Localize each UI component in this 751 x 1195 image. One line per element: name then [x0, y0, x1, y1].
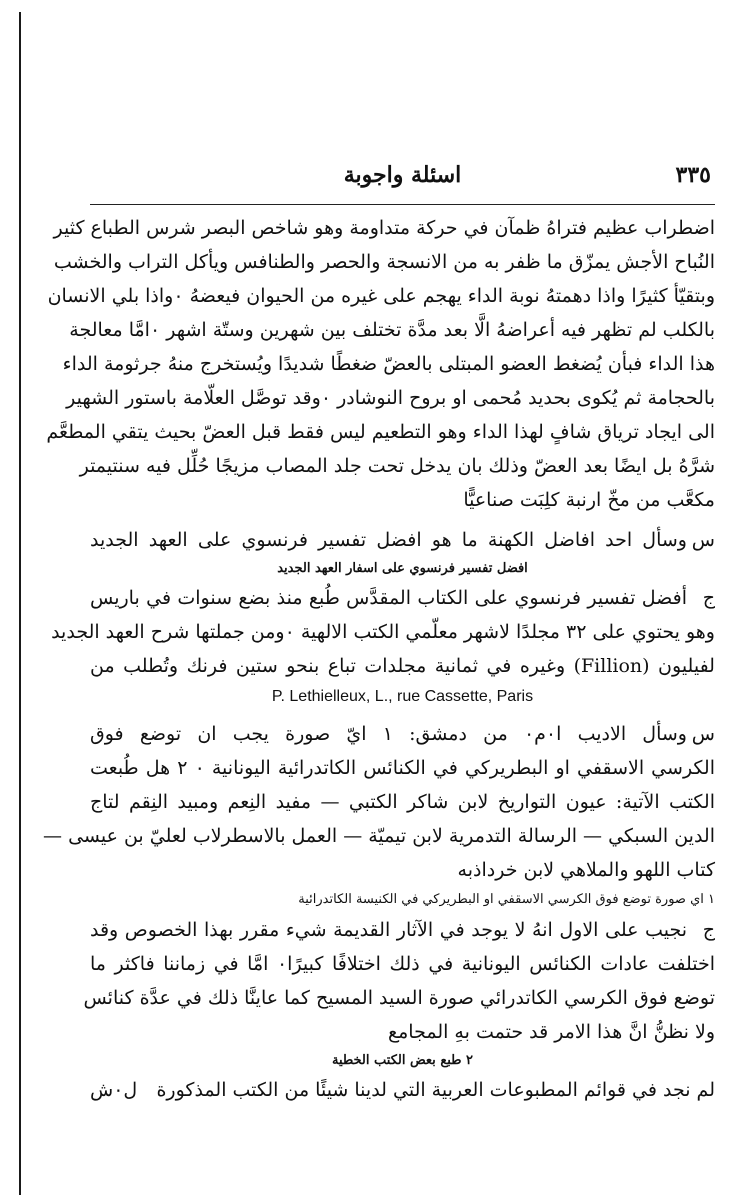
- answer-2: [90, 581, 715, 615]
- text-line: كتاب اللهو والملاهي لابن خرداذبه: [457, 859, 715, 881]
- answer-text: نجيب على الاول انهُ لا يوجد في الآثار القديمة شيء مقرر بهذا الخصوص وقد: [90, 919, 687, 941]
- question-marker: س: [691, 723, 715, 745]
- text-line: النُباح الأجش يمزّق ما ظفر به من الانسجة والحصر والطنافس ويأكل التراب والخشب: [53, 251, 715, 273]
- page: [43, 150, 715, 1107]
- page-title: اسئلة واجوبة: [343, 162, 462, 188]
- text-line: الى ايجاد ترياق شافٍ لهذا الداء وهو التطعيم ليس فقط قبل العضّ بحيث يتقي المطعَّم: [46, 421, 715, 443]
- question-text: وسأل الاديب ا٠م٠ من دمشق: ١ ايّ صورة يجب ان توضع فوق: [90, 723, 687, 745]
- text-line: بالكلب لم تظهر فيه أعراضهُ الَّا بعد مدَّة تختلف بين شهرين وستّة اشهر ٠امَّا معالجة: [69, 319, 715, 341]
- author-signature: ل٠ش: [90, 1079, 138, 1101]
- section-subheading: ٢ طبع بعض الكتب الخطية: [331, 1053, 474, 1068]
- answer-1-paragraph: [46, 211, 715, 517]
- answer-text: أفضل تفسير فرنسوي على الكتاب المقدَّس طُبع منذ بضع سنوات في باريس: [90, 587, 687, 609]
- text-line: اضطراب عظيم فتراهُ ظمآن في حركة متداومة وهو شاخص البصر شرس الطباع كثير: [53, 217, 715, 239]
- text-line: شرَّهُ بل ايضًا بعد العضّ وذلك بان يدخل تحت جلد المصاب مزيجًا حُلِّل فيه سنتيمتر: [79, 455, 715, 477]
- text-line: ولا نظنُّ انَّ هذا الامر قد حتمت بهِ المجامع: [388, 1021, 715, 1043]
- page-header: [90, 150, 715, 205]
- page-body: [43, 205, 715, 1107]
- text-line: توضع فوق الكرسي الكاتدرائي صورة السيد المسيح كما عاينَّا ذلك في عدَّة كنائس: [83, 987, 715, 1009]
- text-line: وهو يحتوي على ٣٢ مجلدًا لاشهر معلّمي الكتب الالهية ٠ومن جملتها شرح العهد الجديد: [51, 621, 715, 643]
- page-number: ٣٣٥: [675, 162, 711, 188]
- answer-marker: ج: [702, 587, 715, 609]
- text-line: بالحجامة ثم يُكوى بحديد مُحمى او بروح النوشادر ٠وقد توصَّل العلّامة باستور الشهير: [66, 387, 715, 409]
- page-binding-line: [19, 12, 21, 1195]
- answer-marker: ج: [702, 919, 715, 941]
- question-text: وسأل احد افاضل الكهنة ما هو افضل تفسير فرنسوي على العهد الجديد: [90, 529, 687, 551]
- text-line: الكتب الآتية: عيون التواريخ لابن شاكر الكتبي — مفيد النِعم ومبيد النِقم لتاج: [90, 791, 715, 813]
- question-3: [90, 717, 715, 751]
- text-line: هذا الداء فبأن يُضغط العضو المبتلى بالعضّ ضغطًا شديدًا ويُستخرج منهُ جرثومة الداء: [62, 353, 715, 375]
- question-marker: س: [691, 529, 715, 551]
- text-line: الكرسي الاسقفي او البطريركي في الكنائس الكاتدرائية اليونانية ٠ ٢ هل طُبعت: [90, 757, 715, 779]
- question-2: [90, 523, 715, 557]
- answer-3: [90, 913, 715, 947]
- publisher-address: P. Lethielleux, L., rue Cassette, Paris: [271, 688, 534, 705]
- question-note: ١ اي صورة توضع فوق الكرسي الاسقفي او البطريركي في الكنيسة الكاتدرائية: [298, 892, 715, 907]
- text-line: لفيليون (Fillion) وغيره في ثمانية مجلدات تباع بنحو ستين فرنك وتُطلب من: [90, 655, 715, 677]
- text-line: الدين السبكي — الرسالة التدمرية لابن تيميّة — العمل بالاسطرلاب لعليّ بن عيسى —: [43, 825, 715, 847]
- text-line: مكعَّب من مخّ ارنبة كلِبَت صناعيًّا: [463, 489, 715, 511]
- final-text: لم نجد في قوائم المطبوعات العربية التي لدينا شيئًا من الكتب المذكورة: [156, 1079, 715, 1101]
- text-line: اختلفت عادات الكنائس اليونانية في ذلك اختلافًا كبيرًا٠ امَّا في زماننا فاكثر ما: [90, 953, 715, 975]
- final-line: [90, 1073, 715, 1107]
- section-subheading: افضل تفسير فرنسوي على اسفار العهد الجديد: [277, 561, 528, 576]
- text-line: وبتقيّأ كثيرًا واذا دهمتهُ نوبة الداء يهجم على غيره من الحيوان فيعضهُ ٠واذا بلي الانسان: [47, 285, 715, 307]
